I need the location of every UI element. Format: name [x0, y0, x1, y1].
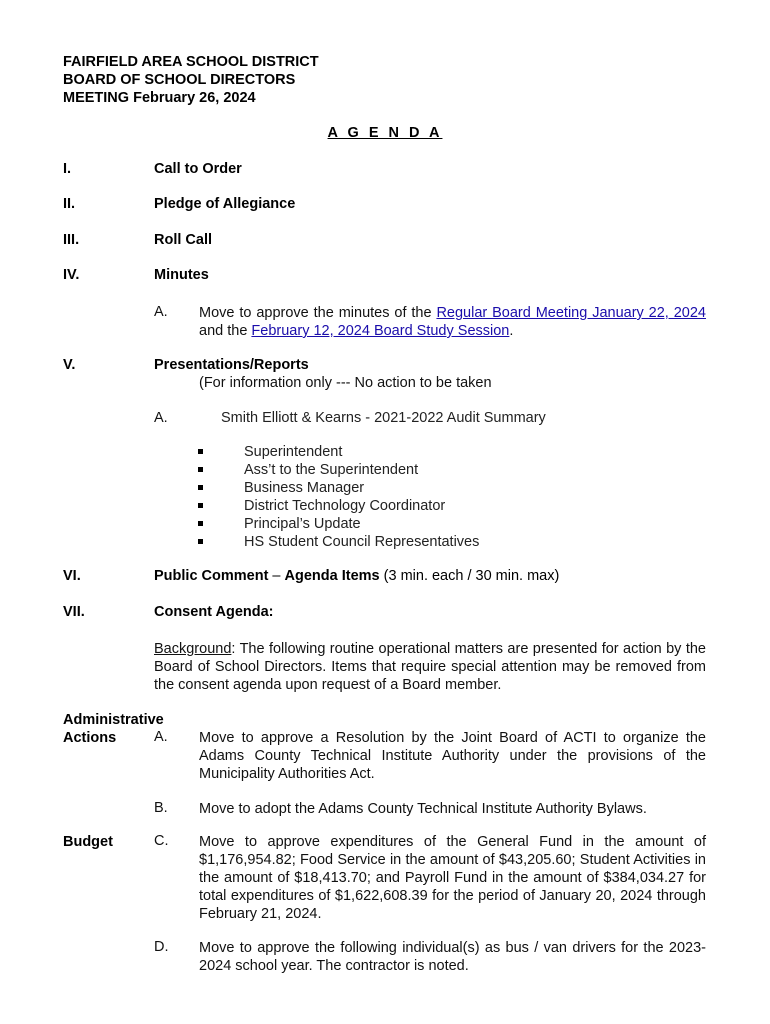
- document-header: [63, 53, 319, 107]
- section-number-7: VII.: [63, 604, 85, 620]
- section-number-2: II.: [63, 196, 76, 212]
- section-title-call-to-order: Call to Order: [154, 161, 242, 177]
- section-title-minutes: Minutes: [154, 267, 209, 283]
- bylaws-motion: Move to adopt the Adams County Technical Institute Authority Bylaws.: [199, 801, 647, 817]
- bus-drivers-motion: Move to approve the following individual(s) as bus / van drivers for the 2023-2024 school year. The contractor is noted.: [199, 940, 706, 974]
- section-number-3: III.: [63, 232, 80, 248]
- section-title-public-comment: [154, 568, 559, 584]
- agenda-title: A G E N D A: [327, 125, 443, 141]
- item-letter: C.: [154, 833, 169, 849]
- expenditures-motion: Move to approve expenditures of the General Fund in the amount of $1,176,954.82; Food Service in the amount of $43,205.60; Student Activities in the amount of $18,413.70; and Payroll Fund in the amount of $384,034.27 for total expenditures of $1,622,608.39 for the period of January 20, 2024 through February 21, 2024.: [199, 834, 706, 922]
- minutes-motion: [199, 304, 706, 340]
- item-letter: B.: [154, 800, 168, 816]
- public-comment-label: Public Comment: [154, 568, 269, 584]
- dash: –: [268, 568, 285, 584]
- background-text: : The following routine operational matters are presented for action by the Board of School Directors. Items that require special attention may be removed from the consent agenda upon request of a Board member.: [154, 641, 706, 693]
- presentations-note: (For information only --- No action to be taken: [199, 375, 492, 391]
- section-title-pledge: Pledge of Allegiance: [154, 196, 296, 212]
- background-label: Background: [154, 641, 232, 657]
- agenda-items-label: Agenda Items: [284, 568, 380, 584]
- minutes-text-mid: and the: [199, 323, 252, 339]
- section-title-roll-call: Roll Call: [154, 232, 213, 248]
- section-number-4: IV.: [63, 267, 80, 283]
- consent-background: [154, 640, 706, 694]
- section-title-presentations: Presentations/Reports: [154, 357, 309, 373]
- board-study-session-link[interactable]: February 12, 2024 Board Study Session: [251, 323, 510, 339]
- minutes-text-suffix: .: [509, 323, 514, 339]
- bullet-icon: [198, 449, 203, 454]
- agenda-page: FAIRFIELD AREA SCHOOL DISTRICT BOARD OF SCHOOL DIRECTORS MEETING February 26, 2024 A G E N D A I. Call to Order II. Pledge of Allegiance III. Roll Call IV. Minutes A. Move to approve the minutes of the Regular Board Meeting January 22, 2024 and the February 12, 2024 Board Study Session. V. Presentations/Reports (For information only --- No action to be taken A. Smith Elliott & Kearns - 2021-2022 Audit Summary Superintendent Ass’t to the Superintendent Business Manager District Technology Coordinator Principal’s Update HS Student Council Representatives VI. Public Comment – Agenda Items (3 min. each / 30 min. max) VII. Consent Agenda: Background: The following routine operational matters are presented for action by the Board of School Directors. Items that require special attention may be removed from the consent agenda upon request of a Board member. Administrative Actions A. Move to approve a Resolution by the Joint Board of ACTI to organize the Adams County Technical Institute Authority under the provisions of the Municipality Authorities Act. B. Move to adopt the Adams County Technical Institute Authority Bylaws. Budget C. Move to approve expenditures of the General Fund in the amount of $1,176,954.82; Food Service in the amount of $43,205.60; Student Activities in the amount of $18,413.70; and Payroll Fund in the amount of $384,034.27 for total expenditures of $1,622,608.39 for the period of January 20, 2024 through February 21, 2024. D. Move to approve the following individual(s) as bus / van drivers for the 2023-2024 school year. The contractor is noted.: [0, 0, 770, 1024]
- minutes-text-prefix: Move to approve the minutes of the: [199, 305, 437, 321]
- audit-summary-item: Smith Elliott & Kearns - 2021-2022 Audit Summary: [221, 410, 546, 426]
- section-title-consent-agenda: Consent Agenda:: [154, 604, 274, 620]
- item-letter: A.: [154, 729, 168, 745]
- bullet-icon: [198, 503, 203, 508]
- item-letter: A.: [154, 304, 168, 320]
- item-letter: D.: [154, 939, 169, 955]
- district-name: FAIRFIELD AREA SCHOOL DISTRICT: [63, 54, 319, 70]
- section-number-1: I.: [63, 161, 72, 177]
- bullet-icon: [198, 467, 203, 472]
- time-limits: (3 min. each / 30 min. max): [379, 568, 560, 584]
- side-label-budget: Budget: [63, 834, 113, 850]
- side-label-administrative-actions: Administrative Actions: [63, 712, 164, 746]
- acti-resolution-motion: Move to approve a Resolution by the Joint Board of ACTI to organize the Adams County Technical Institute Authority under the provisions of the Municipality Authorities Act.: [199, 730, 706, 782]
- bullet-icon: [198, 539, 203, 544]
- item-letter: A.: [154, 410, 168, 426]
- section-number-6: VI.: [63, 568, 81, 584]
- meeting-date: MEETING February 26, 2024: [63, 90, 256, 106]
- board-name: BOARD OF SCHOOL DIRECTORS: [63, 72, 296, 88]
- bullet-icon: [198, 485, 203, 490]
- bullet-icon: [198, 521, 203, 526]
- section-number-5: V.: [63, 357, 76, 373]
- regular-board-meeting-link[interactable]: Regular Board Meeting January 22, 2024: [436, 305, 706, 321]
